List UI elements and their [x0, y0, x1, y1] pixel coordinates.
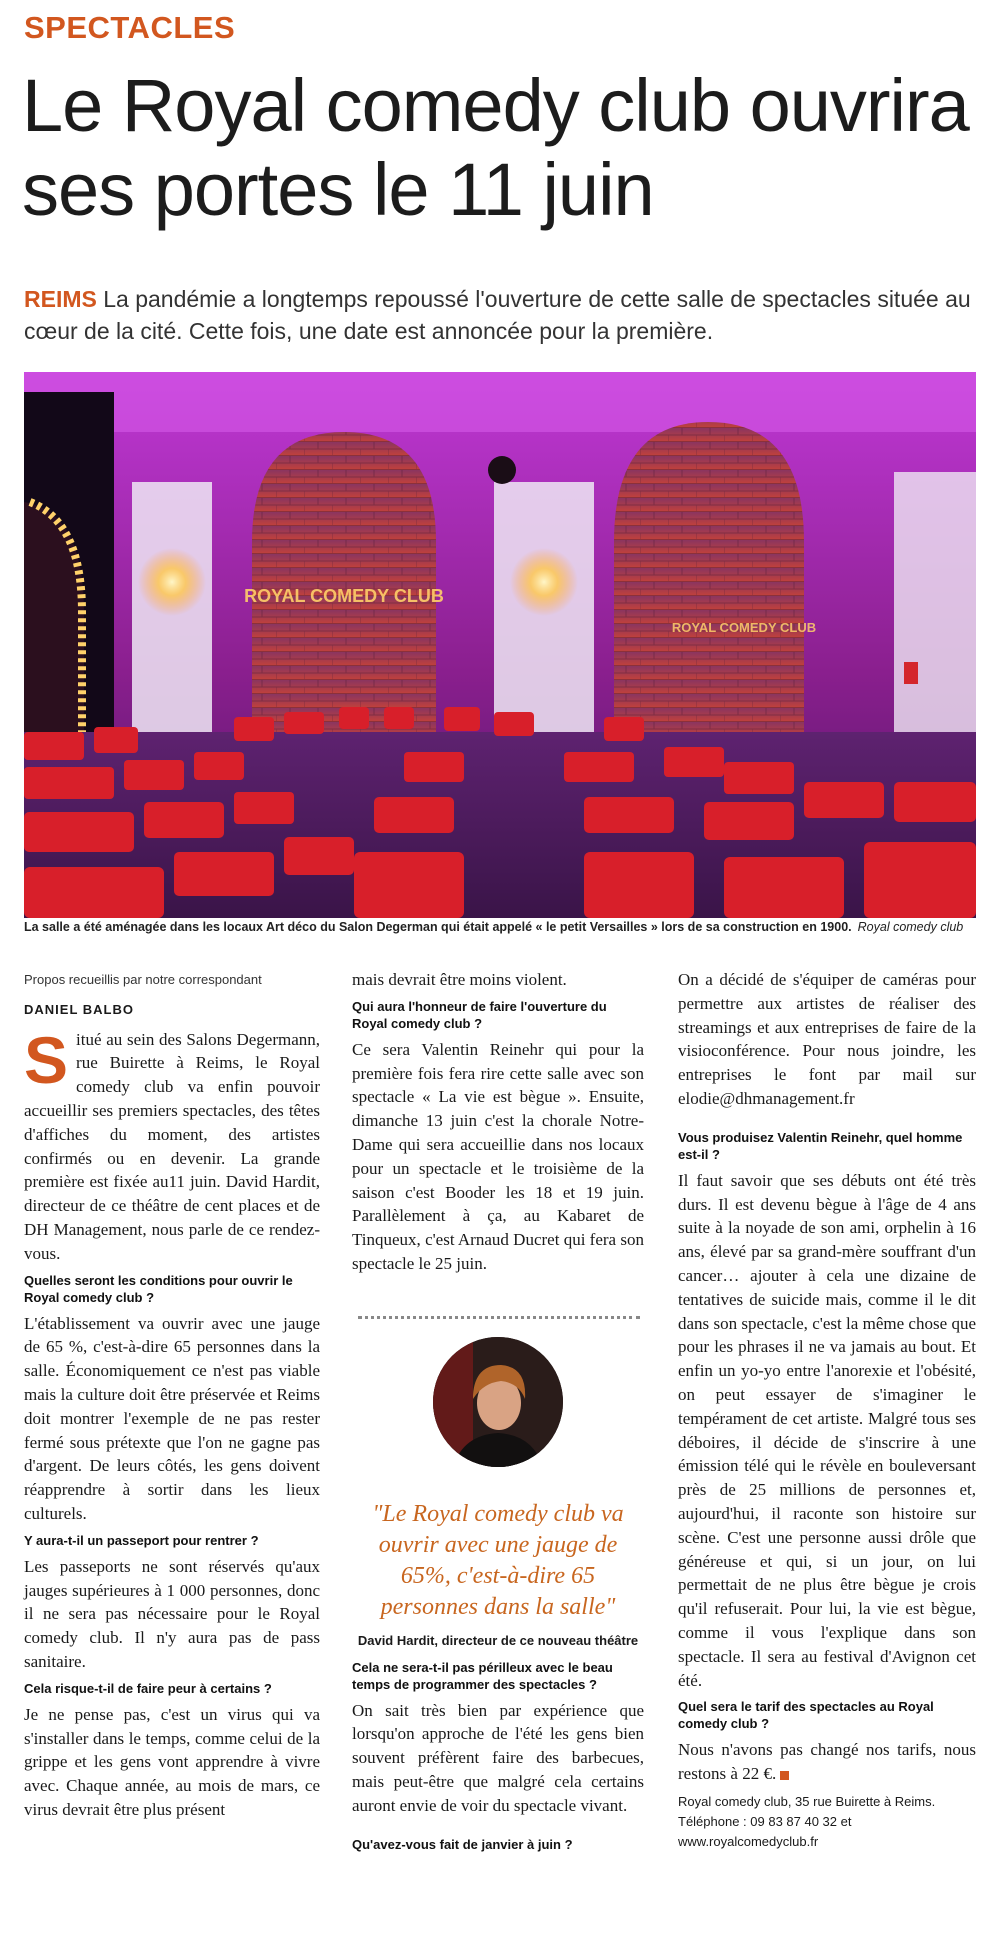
answer-8 [678, 1738, 976, 1786]
question-5: Cela ne sera-t-il pas périlleux avec le beau temps de programmer des spectacles ? [352, 1659, 613, 1692]
question-2: Y aura-t-il un passeport pour rentrer ? [24, 1532, 259, 1548]
question-6: Qu'avez-vous fait de janvier à juin ? [352, 1836, 573, 1852]
stage-sign-right: ROYAL COMEDY CLUB [671, 620, 817, 635]
article-headline: Le Royal comedy club ouvrira ses portes le 11 juin [22, 64, 969, 231]
question-4: Qui aura l'honneur de faire l'ouverture du Royal comedy club ? [352, 998, 607, 1031]
answer-7: Il faut savoir que ses débuts ont été très durs. Il est devenu bègue à l'âge de 4 ans suite à la noyade de son ami, orphelin à 16 ans, élevé par sa grand-mère souffrant d'un cancer… ajouter à cela une dizaine de tentatives de suicide mais, comme il le dit dans son spectacle, c'est la même chose que pour les phrases il ne va jamais au bout. Et enfin un yo-yo entre l'anorexie et l'obésité, on peut essayer de s'imaginer le tempérament de cet artiste. Malgré tous ses déboires, il décide de s'inscrire à une émission télé qui le révèle en bouleversant près de 25 millions de personnes et, aujourd'hui, il raconte son histoire sur scène. C'est une personne aussi drôle que généreuse et qui, si un jour, on lui permettait de ne plus être bègue je crois qu'il refuserait. Pour lui, la vie est bègue, comme il vous l'explique dans son spectacle. Il sera au festival d'Avignon cet été. [678, 1170, 976, 1690]
question-3: Cela risque-t-il de faire peur à certains ? [24, 1680, 272, 1696]
photo-credit: Royal comedy club [857, 920, 964, 934]
answer-1: L'établissement va ouvrir avec une jauge de 65 %, c'est-à-dire 65 personnes dans la salle. Économiquement ce n'est pas viable mais la culture doit être préservée et Reims doit montrer l'exemple de ne pas rester fermé sous prétexte que l'on ne gagne pas d'argent. De leurs côtés, les gens doivent réapprendre à sortir dans les lieux culturels. [24, 1313, 320, 1523]
article-standfirst [24, 283, 974, 347]
answer-8-text: Nous n'avons pas changé nos tarifs, nous restons à 22 €. [678, 1740, 976, 1784]
intro-text: itué au sein des Salons Degermann, rue Buirette à Reims, le Royal comedy club va enfin pouvoir accueillir ses premiers spectacles, des têtes d'affiches du moment, des artistes confirmés ou en devenir. La grande première est fixée au11 juin. David Hardit, directeur de ce théâtre de cent places et de DH Management, nous parle de ce rendez-vous. [24, 1029, 320, 1263]
pull-quote-attribution: David Hardit, directeur de ce nouveau théâtre [357, 1632, 639, 1648]
theatre-photo [24, 372, 976, 918]
answer-4: Ce sera Valentin Reinehr qui pour la première fois fera rire cette salle avec son spectacle « La vie est bègue ». Ensuite, dimanche 13 juin c'est la chorale Notre-Dame qui sera accueillie dans nos locaux pour un spectacle et le troisième de la saison c'est Booder les 18 et 19 juin. Parallèlement à ça, au Kabaret de Tinqueux, c'est Arnaud Ducret qui fera son spectacle le 25 juin. [352, 1039, 644, 1273]
quote-separator [358, 1316, 640, 1319]
answer-5: On sait très bien par expérience que lorsqu'on approche de l'été les gens bien souvent préfèrent faire des barbecues, mais peut-être que malgré cela certains auront envie de voir du spectacle vivant. [352, 1700, 644, 1815]
answer-3-continued: mais devrait être moins violent. [352, 970, 567, 989]
intro-paragraph [24, 1022, 320, 1266]
pull-quote: "Le Royal comedy club va ouvrir avec une jauge de 65%, c'est-à-dire 65 personnes dans la salle" [372, 1500, 624, 1620]
portrait-photo [433, 1337, 563, 1467]
answer-2: Les passeports ne sont réservés qu'aux jauges supérieures à 1 000 personnes, donc il ne sera pas nécessaire pour le Royal comedy club. Il n'y aura pas de pass sanitaire. [24, 1556, 320, 1671]
byline-author: DANIEL BALBO [24, 1001, 134, 1017]
drop-cap: S [24, 1022, 69, 1097]
question-7: Vous produisez Valentin Reinehr, quel homme est-il ? [678, 1129, 963, 1162]
column-3 [678, 968, 976, 1858]
answer-6: On a décidé de s'équiper de caméras pour permettre aux artistes de réaliser des streamings et aux entreprises de faire de la visioconférence. Pour nous joindre, les entreprises le font par mail sur elodie@dhmanagement.fr [678, 970, 976, 1108]
section-rubric: SPECTACLES [24, 10, 236, 45]
question-1: Quelles seront les conditions pour ouvrir le Royal comedy club ? [24, 1272, 293, 1305]
column-1 [24, 968, 320, 1828]
end-mark [780, 1771, 789, 1780]
photo-caption-text: La salle a été aménagée dans les locaux Art déco du Salon Degerman qui était appelé « le petit Versailles » lors de sa construction en 1900. [24, 920, 852, 934]
standfirst-city: REIMS [24, 286, 97, 312]
standfirst-text: La pandémie a longtemps repoussé l'ouverture de cette salle de spectacles située au cœur de la cité. Cette fois, une date est annoncée pour la première. [24, 286, 971, 344]
venue-info: Royal comedy club, 35 rue Buirette à Reims. Téléphone : 09 83 87 40 32 et www.royalcomedyclub.fr [678, 1793, 936, 1849]
question-8: Quel sera le tarif des spectacles au Royal comedy club ? [678, 1699, 934, 1732]
column-2 [352, 968, 644, 1859]
byline-label: Propos recueillis par notre correspondant [24, 972, 262, 987]
answer-3: Je ne pense pas, c'est un virus qui va s'installer dans le temps, comme celui de la grippe et les gens vont apprendre à vivre avec. Chaque année, au mois de mars, ce virus devrait être plus présent [24, 1704, 320, 1819]
stage-sign-left: ROYAL COMEDY CLUB [244, 586, 444, 606]
photo-caption [24, 920, 976, 934]
